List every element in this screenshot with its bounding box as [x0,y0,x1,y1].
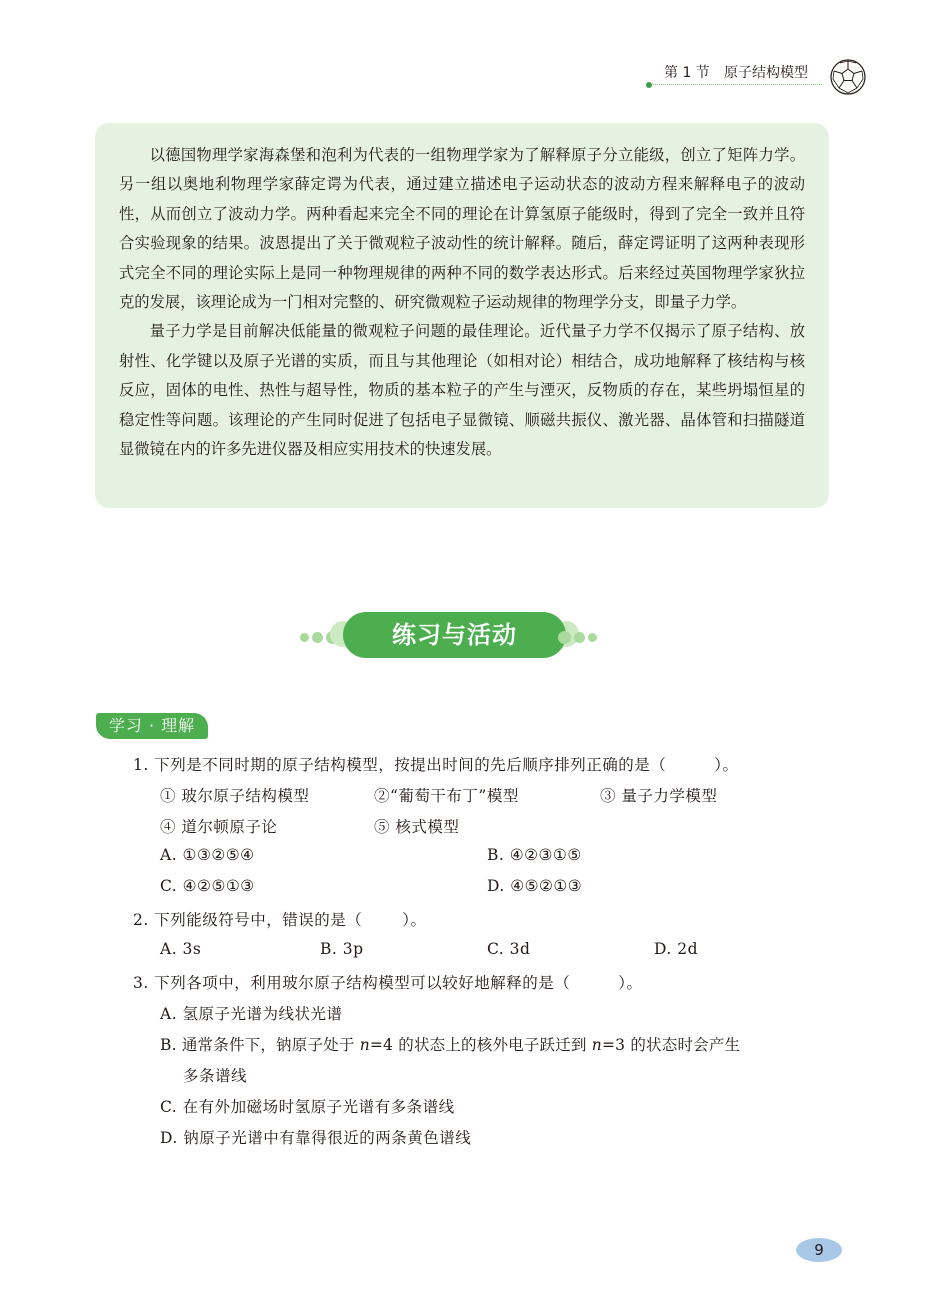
activity-banner [300,612,608,658]
running-header [650,60,822,85]
question-2-option-b: B. 3p [320,940,364,958]
soccer-ball-icon [829,58,867,96]
question-1-item-4: ④ 道尔顿原子论 [160,818,278,836]
reading-box [95,123,829,508]
question-2-option-d: D. 2d [654,940,699,958]
question-1-stem: 1. 下列是不同时期的原子结构模型，按提出时间的先后顺序排列正确的是（ ）。 [133,756,739,774]
question-1-item-1: ① 玻尔原子结构模型 [160,787,310,805]
page-number: 9 [796,1238,842,1262]
question-1-option-b: B. ④②③①⑤ [487,846,582,864]
question-3-stem: 3. 下列各项中，利用玻尔原子结构模型可以较好地解释的是（ ）。 [133,974,643,992]
question-3-option-d: D. 钠原子光谱中有靠得很近的两条黄色谱线 [160,1129,472,1147]
header-section-title: 原子结构模型 [724,65,808,81]
reading-paragraph-1: 以德国物理学家海森堡和泡利为代表的一组物理学家为了解释原子分立能级，创立了矩阵力学。另一组以奥地利物理学家薛定谔为代表，通过建立描述电子运动状态的波动方程来解释电子的波动性，从而创立了波动力学。两种看起来完全不同的理论在计算氢原子能级时，得到了完全一致并且符合实验现象的结果。波恩提出了关于微观粒子波动性的统计解释。随后，薛定谔证明了这两种表现形式完全不同的理论实际上是同一种物理规律的两种不同的数学表达形式。后来经过英国物理学家狄拉克的发展，该理论成为一门相对完整的、研究微观粒子运动规律的物理学分支，即量子力学。 [119,146,805,312]
activity-banner-title: 练习与活动 [343,612,566,658]
question-1-option-d: D. ④⑤②①③ [487,877,583,895]
reading-paragraph-2: 量子力学是目前解决低能量的微观粒子问题的最佳理论。近代量子力学不仅揭示了原子结构、放射性、化学键以及原子光谱的实质，而且与其他理论（如相对论）相结合，成功地解释了核结构与核反应，固体的电性、热性与超导性，物质的基本粒子的产生与湮灭，反物质的存在，某些坍塌恒星的稳定性等问题。该理论的产生同时促进了包括电子显微镜、顺磁共振仪、激光器、晶体管和扫描隧道显微镜在内的许多先进仪器及相应实用技术的快速发展。 [119,322,805,459]
question-1-option-a: A. ①③②⑤④ [160,846,255,864]
question-3-option-b: B. 通常条件下，钠原子处于 n=4 的状态上的核外电子跃迁到 n=3 的状态时会产生 [160,1036,741,1054]
question-2-option-a: A. 3s [160,940,202,958]
subsection-tag: 学习 · 理解 [96,713,208,739]
question-2-stem: 2. 下列能级符号中，错误的是（ ）。 [133,911,427,929]
question-2-option-c: C. 3d [487,940,531,958]
question-1-item-3: ③ 量子力学模型 [600,787,718,805]
question-3-option-c: C. 在有外加磁场时氢原子光谱有多条谱线 [160,1098,455,1116]
banner-dots-right-icon [558,627,600,646]
question-3-option-a: A. 氢原子光谱为线状光谱 [160,1005,343,1023]
question-1-option-c: C. ④②⑤①③ [160,877,255,895]
header-bullet-icon [646,82,652,88]
question-1-item-5: ⑤ 核式模型 [374,818,460,836]
question-3-option-b-continued: 多条谱线 [183,1067,248,1085]
header-section-number: 第 1 节 [664,65,710,81]
question-1-item-2: ②“葡萄干布丁”模型 [374,787,519,805]
